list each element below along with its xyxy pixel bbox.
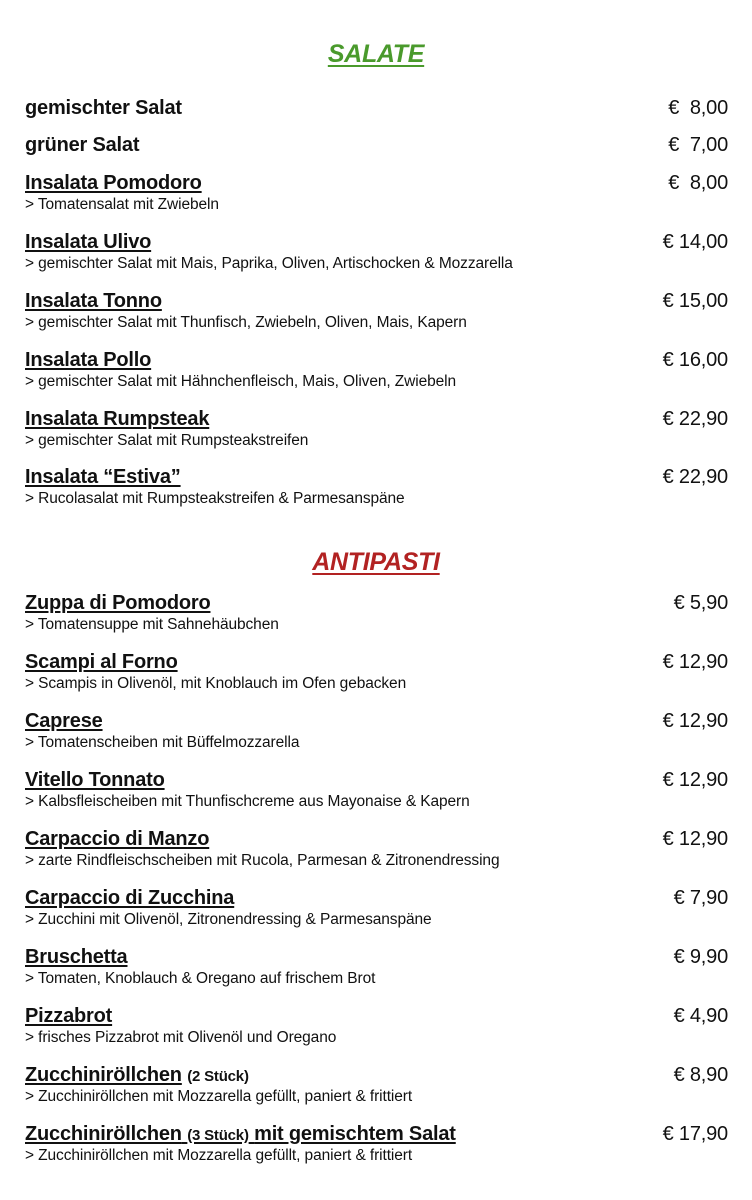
item-name: grüner Salat <box>25 134 140 156</box>
item-price: € 12,90 <box>662 769 728 791</box>
item-price: € 8,00 <box>668 172 728 194</box>
menu-item-bruschetta <box>25 945 728 1001</box>
item-price: € 17,90 <box>662 1123 728 1145</box>
item-name: gemischter Salat <box>25 97 182 119</box>
item-price: € 14,00 <box>662 231 728 253</box>
item-price: € 7,00 <box>668 134 728 156</box>
item-description: > Tomatensuppe mit Sahnehäubchen <box>25 616 279 633</box>
menu-item-insalata-tonno <box>25 289 728 345</box>
item-price: € 8,00 <box>668 97 728 119</box>
item-description: > Rucolasalat mit Rumpsteakstreifen & Parmesanspäne <box>25 490 405 507</box>
item-price: € 22,90 <box>662 466 728 488</box>
item-description: > Tomaten, Knoblauch & Oregano auf frischem Brot <box>25 970 376 987</box>
menu-item-caprese <box>25 709 728 765</box>
item-name: Vitello Tonnato <box>25 769 165 791</box>
menu-item-insalata-rumpsteak <box>25 407 728 463</box>
menu-item-insalata-estiva <box>25 465 728 521</box>
salate-heading: SALATE <box>327 40 425 68</box>
item-name: Insalata Ulivo <box>25 231 152 253</box>
menu-item-carpaccio-di-manzo <box>25 827 728 883</box>
item-name-row <box>25 1063 249 1089</box>
item-price: € 8,90 <box>673 1064 728 1086</box>
item-price: € 22,90 <box>662 408 728 430</box>
menu-item-carpaccio-di-zucchina <box>25 886 728 942</box>
menu-item-insalata-pomodoro <box>25 171 728 227</box>
menu-item-insalata-pollo <box>25 348 728 404</box>
item-description: > Zucchini mit Olivenöl, Zitronendressing & Parmesanspäne <box>25 911 432 928</box>
item-name: Insalata “Estiva” <box>25 466 181 488</box>
item-name: Insalata Rumpsteak <box>25 408 210 430</box>
item-description: > gemischter Salat mit Mais, Paprika, Oliven, Artischocken & Mozzarella <box>25 255 513 272</box>
item-price: € 7,90 <box>673 887 728 909</box>
item-description: > frisches Pizzabrot mit Olivenöl und Oregano <box>25 1029 337 1046</box>
item-name-row <box>25 1122 456 1148</box>
item-name: Insalata Tonno <box>25 290 162 312</box>
item-quantity-note: (2 Stück) <box>187 1068 249 1085</box>
item-name: Scampi al Forno <box>25 651 178 673</box>
menu-item-zucchiniroellchen-2 <box>25 1063 728 1119</box>
item-description: > Scampis in Olivenöl, mit Knoblauch im Ofen gebacken <box>25 675 407 692</box>
item-description: > Zucchiniröllchen mit Mozzarella gefüllt, paniert & frittiert <box>25 1088 413 1105</box>
item-price: € 12,90 <box>662 651 728 673</box>
item-name: Insalata Pollo <box>25 349 152 371</box>
item-price: € 4,90 <box>673 1005 728 1027</box>
item-name: Pizzabrot <box>25 1005 113 1027</box>
item-price: € 5,90 <box>673 592 728 614</box>
item-description: > gemischter Salat mit Rumpsteakstreifen <box>25 432 309 449</box>
item-price: € 15,00 <box>662 290 728 312</box>
menu-item-insalata-ulivo <box>25 230 728 286</box>
item-description: > Kalbsfleischeiben mit Thunfischcreme aus Mayonaise & Kapern <box>25 793 470 810</box>
item-price: € 12,90 <box>662 710 728 732</box>
item-description: > Zucchiniröllchen mit Mozzarella gefüllt, paniert & frittiert <box>25 1147 413 1164</box>
menu-item-zuppa-di-pomodoro <box>25 591 728 647</box>
item-description: > Tomatenscheiben mit Büffelmozzarella <box>25 734 300 751</box>
menu-item-zucchiniroellchen-3-salat <box>25 1122 728 1178</box>
item-price: € 16,00 <box>662 349 728 371</box>
menu-item-vitello-tonnato <box>25 768 728 824</box>
item-name-suffix: mit gemischtem Salat <box>254 1123 456 1145</box>
item-name: Carpaccio di Zucchina <box>25 887 235 909</box>
item-price: € 9,90 <box>673 946 728 968</box>
item-description: > gemischter Salat mit Hähnchenfleisch, Mais, Oliven, Zwiebeln <box>25 373 457 390</box>
item-description: > zarte Rindfleischscheiben mit Rucola, Parmesan & Zitronendressing <box>25 852 500 869</box>
item-name: Carpaccio di Manzo <box>25 828 210 850</box>
item-name: Bruschetta <box>25 946 128 968</box>
item-name: Zucchiniröllchen <box>25 1123 182 1145</box>
item-name: Zucchiniröllchen <box>25 1064 182 1086</box>
antipasti-heading: ANTIPASTI <box>312 548 440 576</box>
item-name: Zuppa di Pomodoro <box>25 592 211 614</box>
item-quantity-note: (3 Stück) <box>187 1127 249 1144</box>
menu-item-scampi-al-forno <box>25 650 728 706</box>
item-price: € 12,90 <box>662 828 728 850</box>
item-name: Insalata Pomodoro <box>25 172 202 194</box>
item-description: > Tomatensalat mit Zwiebeln <box>25 196 219 213</box>
item-description: > gemischter Salat mit Thunfisch, Zwiebeln, Oliven, Mais, Kapern <box>25 314 467 331</box>
menu-item-pizzabrot <box>25 1004 728 1060</box>
item-name: Caprese <box>25 710 103 732</box>
